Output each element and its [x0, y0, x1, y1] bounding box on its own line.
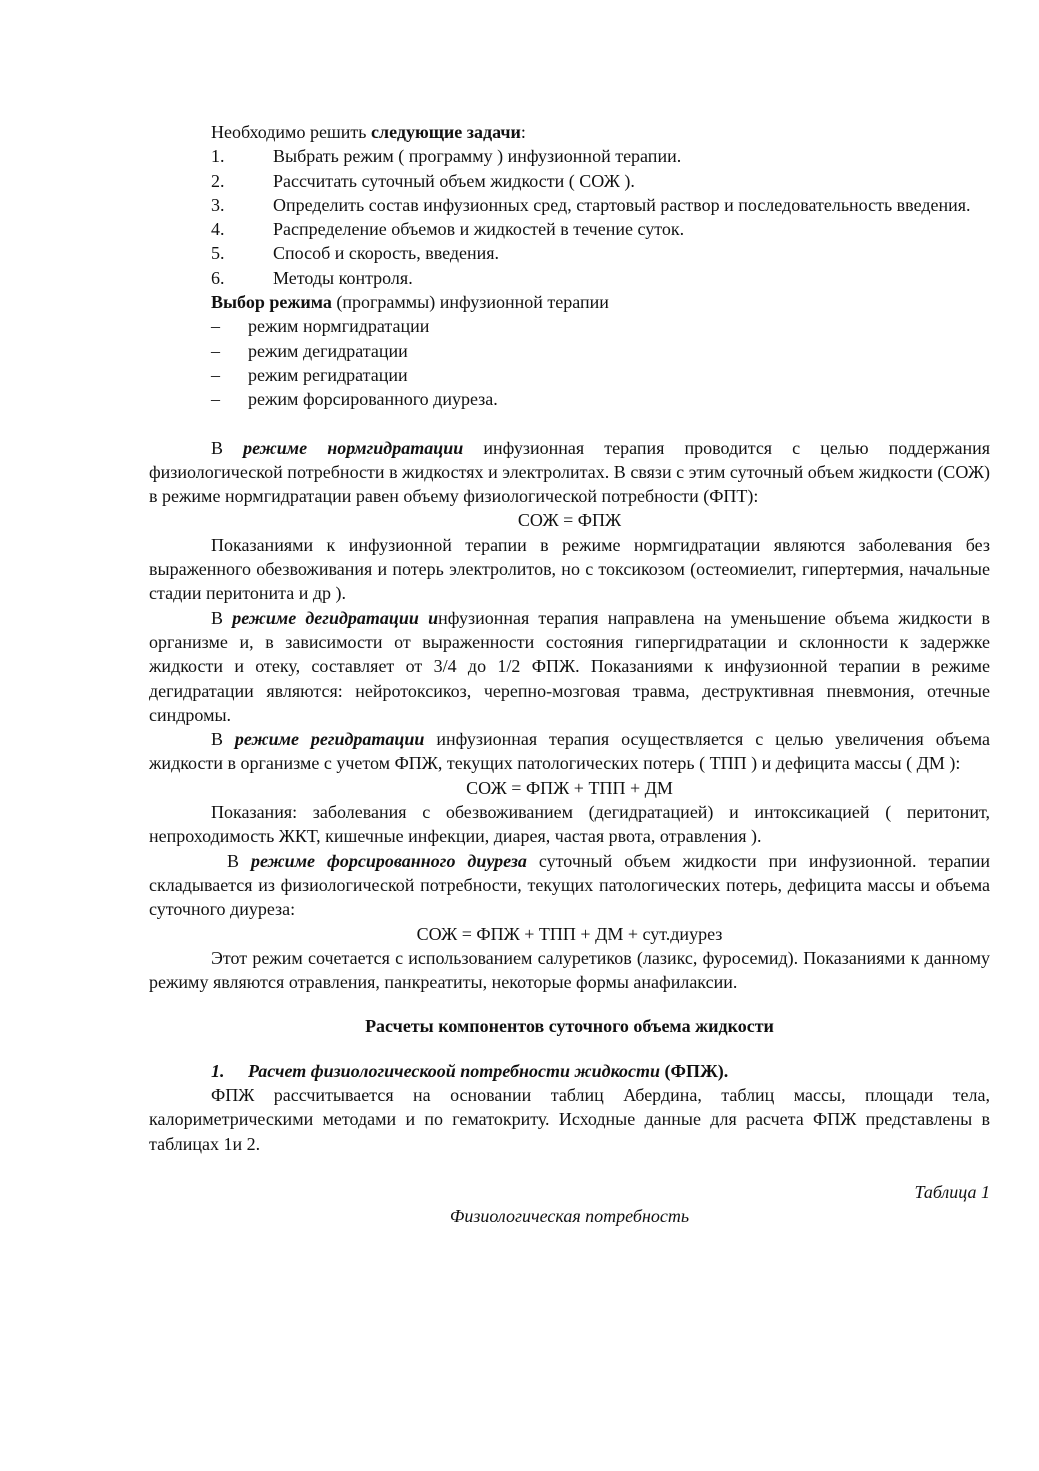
task-text: Методы контроля.	[273, 267, 413, 288]
rehyd-formula: СОЖ = ФПЖ + ТПП + ДМ	[466, 777, 673, 798]
dash-bullet: –	[211, 340, 220, 361]
dehyd-emphasis: режиме дегидратации и	[232, 607, 439, 628]
dehyd-text: нфузионная терапия направлена на уменьшение объема жидкости в организме и, в зависимости от выраженности состояния гипергидратации и склонности к задержке жидкости и отеку, составляет от 3/4 до 1/2 ФПЖ. Показаниями к инфузионной терапии в режиме дегидратации являются: нейротоксикоз, черепно-мозговая травма, деструктивная пневмония, отечные синдромы.	[149, 607, 990, 725]
task-number: 2.	[211, 170, 225, 191]
subsection-emphasis: Расчет физиологическоой потребности жидкости	[248, 1060, 665, 1081]
mode-text: режим нормгидратации	[248, 316, 430, 337]
task-item	[149, 169, 990, 193]
intro-prefix: Необходимо решить	[211, 122, 371, 142]
forced-text: суточный объем жидкости при инфузионной. терапии складывается из физиологической потребности, текущих патологических потерь, дефицита массы и объема суточного диуреза:	[149, 850, 990, 920]
mode-item	[149, 314, 990, 338]
dash-bullet: –	[211, 316, 220, 337]
norm-text: инфузионная терапия проводится с целью поддержания физиологической потребности в жидкостях и электролитах. В связи с этим суточный объем жидкости (СОЖ) в режиме нормгидратации равен объему физиологической потребности (ФПТ):	[149, 437, 991, 507]
task-text: Рассчитать суточный объем жидкости ( СОЖ ).	[273, 170, 635, 191]
document-page	[149, 120, 990, 1228]
rehyd-text: инфузионная терапия осуществляется с целью увеличения объема жидкости в организме с учетом ФПЖ, текущих патологических потерь ( ТПП ) и дефицита массы ( ДМ ):	[149, 729, 991, 774]
mode-text: режим дегидратации	[248, 340, 408, 361]
task-text: Способ и скорость, введения.	[273, 243, 500, 264]
task-item	[149, 266, 990, 290]
rehyd-emphasis: режиме регидратации	[234, 729, 425, 750]
intro-bold: следующие задачи	[371, 122, 521, 142]
intro-suffix: :	[520, 122, 526, 142]
forced-formula: СОЖ = ФПЖ + ТПП + ДМ + сут.диурез	[416, 923, 723, 944]
task-item	[149, 144, 990, 168]
dehyd-paragraph	[149, 606, 990, 727]
mode-text: режим регидратации	[248, 364, 408, 385]
task-number: 3.	[211, 194, 225, 215]
norm-pre: В	[211, 437, 244, 458]
forced-pre: В	[227, 850, 251, 871]
rehyd-pre: В	[211, 729, 235, 750]
task-item	[149, 193, 990, 217]
norm-paragraph	[149, 436, 990, 509]
subsection-abbrev: (ФПЖ).	[664, 1060, 729, 1081]
norm-emphasis: режиме нормгидратации	[243, 437, 464, 458]
task-text: Определить состав инфузионных сред, стартовый раствор и последовательность введения.	[273, 194, 971, 215]
task-text: Распределение объемов и жидкостей в течение суток.	[273, 219, 685, 240]
task-item	[149, 241, 990, 265]
forced-text2: Этот режим сочетается с использованием салуретиков (лазикс, фуросемид). Показаниями к данному режиму являются отравления, панкреатиты, некоторые формы анафилаксии.	[149, 947, 990, 993]
task-number: 6.	[211, 267, 225, 288]
task-number: 4.	[211, 219, 225, 240]
mode-item	[149, 387, 990, 411]
task-item	[149, 217, 990, 241]
mode-choice-bold: Выбор режима	[211, 292, 332, 313]
dash-bullet: –	[211, 389, 220, 410]
subsection-number: 1.	[211, 1060, 225, 1081]
mode-text: режим форсированного диуреза.	[248, 389, 498, 410]
subsection-text: ФПЖ рассчитывается на основании таблиц Абердина, таблиц массы, площади тела, калориметрическими методами и по гематокриту. Исходные данные для расчета ФПЖ представлены в таблицах 1и 2.	[149, 1084, 990, 1154]
norm-formula: СОЖ = ФПЖ	[517, 510, 622, 531]
dehyd-pre: В	[211, 607, 233, 628]
table-label: Таблица 1	[914, 1181, 990, 1202]
forced-emphasis: режиме форсированного диуреза	[251, 850, 527, 871]
task-number: 5.	[211, 243, 225, 264]
mode-item	[149, 363, 990, 387]
mode-item	[149, 339, 990, 363]
norm-indications: Показаниями к инфузионной терапии в режиме нормгидратации являются заболевания без выраженного обезвоживания и потерь электролитов, но с токсикозом (остеомиелит, гипертермия, начальные стадии перитонита и др ).	[149, 534, 990, 604]
mode-choice-heading	[149, 290, 990, 314]
task-text: Выбрать режим ( программу ) инфузионной терапии.	[273, 146, 682, 167]
rehyd-indications: Показания: заболевания с обезвоживанием (дегидратацией) и интоксикацией ( перитонит, непроходимость ЖКТ, кишечные инфекции, диарея, частая рвота, отравления ).	[149, 802, 990, 847]
section-title: Расчеты компонентов суточного объема жидкости	[365, 1016, 774, 1037]
task-number: 1.	[211, 146, 225, 167]
rehyd-paragraph	[149, 727, 990, 776]
subsection-heading	[149, 1059, 990, 1083]
table-caption: Физиологическая потребность	[449, 1206, 690, 1227]
intro-line	[149, 120, 990, 144]
forced-paragraph	[149, 849, 990, 922]
mode-choice-rest: (программы) инфузионной терапии	[331, 292, 609, 313]
dash-bullet: –	[211, 364, 220, 385]
